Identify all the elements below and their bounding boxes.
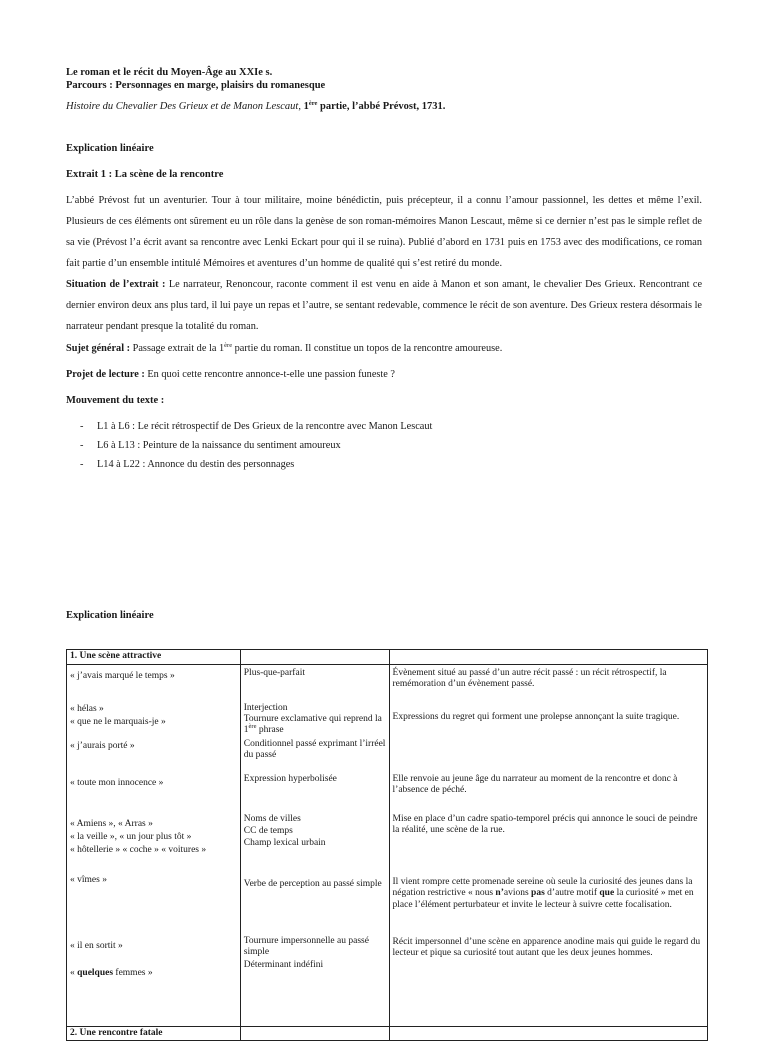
device: Conditionnel passé exprimant l’irréel du passé xyxy=(243,738,386,760)
section-heading: Explication linéaire xyxy=(66,143,154,154)
device: Interjection xyxy=(243,702,288,713)
device: Champ lexical urbain xyxy=(243,837,326,848)
device: Tournure impersonnelle au passé simple xyxy=(243,935,369,957)
device: Déterminant indéfini xyxy=(243,959,324,970)
part2-title: 2. Une rencontre fatale xyxy=(67,1026,241,1041)
quote: « hélas » xyxy=(70,703,104,714)
interpretation: Elle renvoie au jeune âge du narrateur au moment de la rencontre et donc à l’absence de péché. xyxy=(392,773,678,795)
device: Noms de villes xyxy=(243,813,301,824)
quote: « toute mon innocence » xyxy=(70,777,164,788)
devices-column xyxy=(240,664,389,1026)
quote: « la veille », « un jour plus tôt » xyxy=(70,831,192,842)
projet-paragraph: Projet de lecture : En quoi cette rencontre annonce-t-elle une passion funeste ? xyxy=(66,369,395,380)
device: CC de temps xyxy=(243,825,293,836)
quote: « j’aurais porté » xyxy=(70,740,135,751)
mouvement-item: - L1 à L6 : Le récit rétrospectif de Des Grieux de la rencontre avec Manon Lescaut xyxy=(80,421,433,432)
quote: « il en sortit » xyxy=(70,940,123,951)
work-title: Histoire du Chevalier Des Grieux et de Manon Lescaut xyxy=(66,101,299,112)
quote: « hôtellerie » « coche » « voitures » xyxy=(70,844,207,855)
part1-title: 1. Une scène attractive xyxy=(67,650,241,665)
interpretation: Expressions du regret qui forment une prolepse annonçant la suite tragique. xyxy=(392,711,680,722)
quote: « que ne le marquais-je » xyxy=(70,716,166,727)
projet-label: Projet de lecture : xyxy=(66,369,145,380)
interpretation: Mise en place d’un cadre spatio-temporel précis qui annonce le souci de peindre la réalité, une scène de la rue. xyxy=(392,813,698,835)
extract-heading: Extrait 1 : La scène de la rencontre xyxy=(66,169,224,180)
analysis-table xyxy=(66,649,708,1041)
table-row-part1-header xyxy=(67,650,708,665)
interpretation-column xyxy=(389,664,707,1026)
situation-label: Situation de l’extrait : xyxy=(66,279,166,290)
situation-paragraph: Situation de l’extrait : Le narrateur, Renoncour, raconte comment il est venu en aide à Manon et son amant, le chevalier Des Grieux. Rencontrant ce dernier environ deux ans plus tard, il lui paye un repas et l’autre, se sentant redevable, commence le récit de son aventure. Des Grieux restera désormais le narrateur pendant presque la totalité du roman. xyxy=(66,279,703,332)
table-row-part1-body xyxy=(67,664,708,1026)
interpretation: Il vient rompre cette promenade sereine où seule la curiosité des jeunes dans la négation restrictive « nous n’avions pas d’autre motif que la curiosité » met en place l’élément perturbateur et invite le lecteur à suivre cette focalisation. xyxy=(392,876,694,910)
table-row-part2-header xyxy=(67,1026,708,1041)
quote: « vîmes » xyxy=(70,874,107,885)
device: Verbe de perception au passé simple xyxy=(243,878,382,889)
sujet-label: Sujet général : xyxy=(66,343,131,354)
quote: « Amiens », « Arras » xyxy=(70,818,153,829)
device: Expression hyperbolisée xyxy=(243,773,337,784)
quote: « quelques femmes » xyxy=(70,967,153,978)
quote: « j’avais marqué le temps » xyxy=(70,670,175,681)
device: Plus-que-parfait xyxy=(243,667,305,678)
mouvement-item: - L6 à L13 : Peinture de la naissance du sentiment amoureux xyxy=(80,440,341,451)
quotes-column xyxy=(67,664,241,1026)
sujet-paragraph: Sujet général : Passage extrait de la 1ère partie du roman. Il constitue un topos de la rencontre amoureuse. xyxy=(66,342,503,354)
section-heading-2: Explication linéaire xyxy=(66,610,154,621)
intro-paragraph: L’abbé Prévost fut un aventurier. Tour à tour militaire, moine bénédictin, puis précepteur, il a connu l’amour passionnel, les dettes et même l’exil. Plusieurs de ces éléments ont sûrement eu un rôle dans la genèse de son roman-mémoires Manon Lescaut, même si ce dernier n’est pas le simple reflet de sa vie (Prévost l’a écrit avant sa rencontre avec Lenki Eckart pour qui il se ruina). Publié d’abord en 1731 puis en 1753 avec des modifications, ce roman fait partie d’un ensemble intitulé Mémoires et aventures d’un homme de qualité qui s’est retiré du monde. xyxy=(66,195,702,269)
device: Tournure exclamative qui reprend la 1ère phrase xyxy=(243,713,382,735)
mouvement-item: - L14 à L22 : Annonce du destin des personnages xyxy=(80,459,295,470)
course-parcours: Parcours : Personnages en marge, plaisirs du romanesque xyxy=(66,80,326,91)
work-reference: Histoire du Chevalier Des Grieux et de Manon Lescaut, 1ère partie, l’abbé Prévost, 1731. xyxy=(66,100,446,112)
interpretation: Évènement situé au passé d’un autre récit passé : un récit rétrospectif, la remémoration d’un évènement passé. xyxy=(392,667,667,689)
interpretation: Récit impersonnel d’une scène en apparence anodine mais qui guide le regard du lecteur et pique sa curiosité tout autant que les deux jeunes hommes. xyxy=(392,936,701,958)
course-title: Le roman et le récit du Moyen-Âge au XXIe s. xyxy=(66,67,273,78)
mouvement-label: Mouvement du texte : xyxy=(66,395,165,406)
